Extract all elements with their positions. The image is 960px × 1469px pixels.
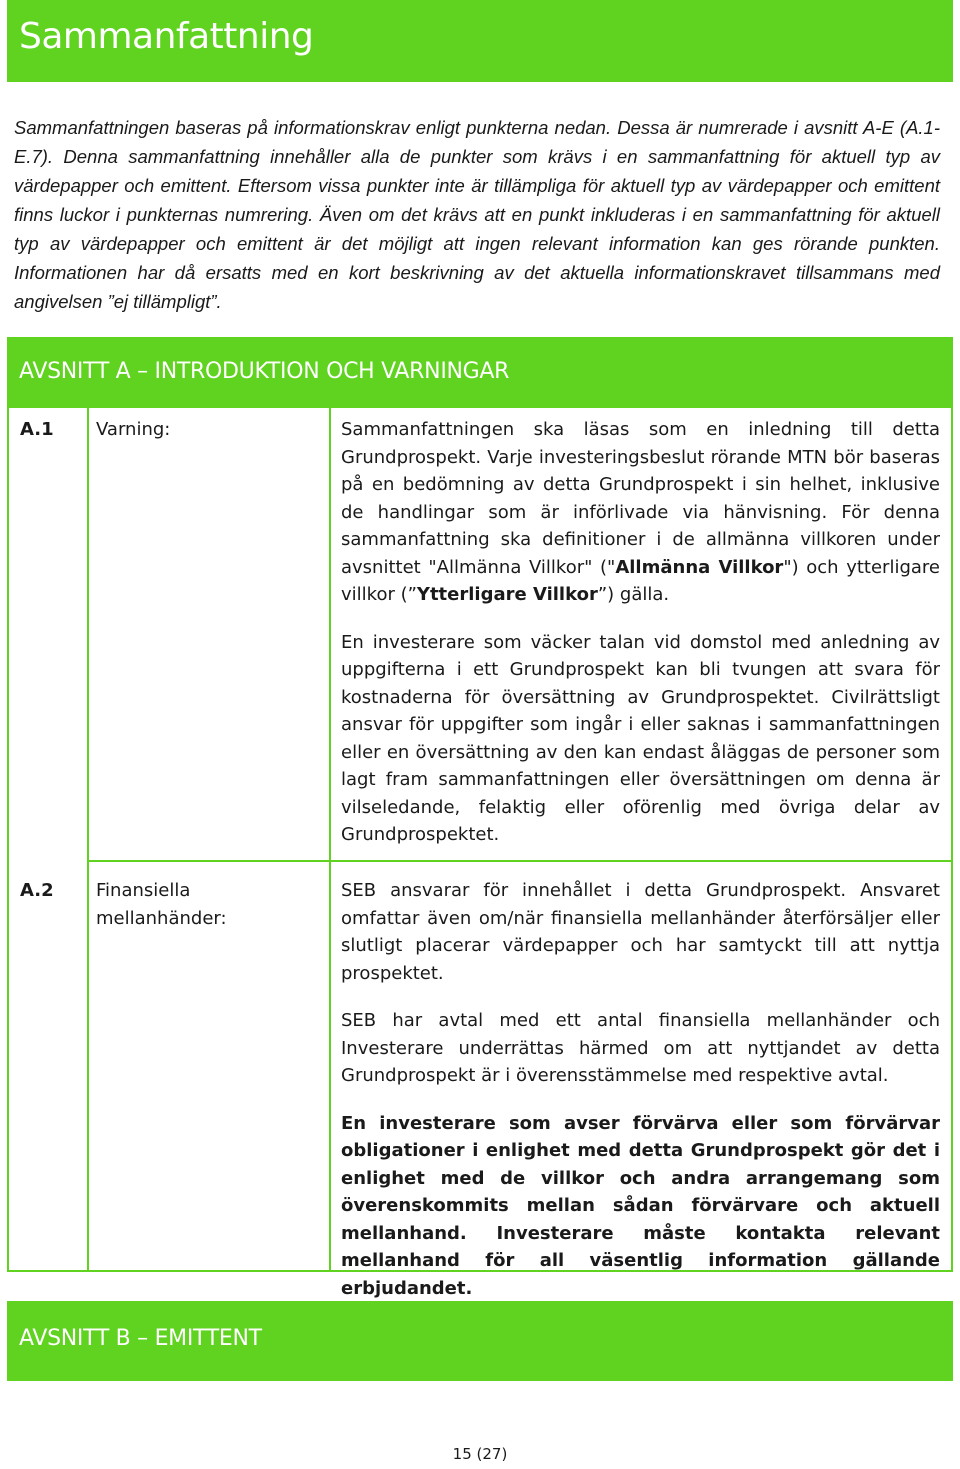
a1-paragraph-1: Sammanfattningen ska läsas som en inledning till detta Grundprospekt. Varje investeringsbeslut rörande MTN bör baseras på en bedömning av detta Grundprospekt i sin helhet, inklusive de handlingar som är införlivade via hänvisning. För denna sammanfattning ska definitioner i de allmänna villkoren under avsnittet "Allmänna Villkor" ("Allmänna Villkor") och ytterligare villkor (”Ytterligare Villkor”) gälla. [341, 419, 940, 605]
a2-paragraph-1: SEB ansvarar för innehållet i detta Grundprospekt. Ansvaret omfattar även om/när finansiella mellanhänder återförsäljer eller slutligt placerar värdepapper och har samtyckt till att nyttja prospektet. [341, 880, 940, 984]
section-a-heading: AVSNITT A – INTRODUKTION OCH VARNINGAR [19, 359, 510, 384]
column-divider [87, 408, 89, 1270]
intro-paragraph: Sammanfattningen baseras på informationskrav enligt punkterna nedan. Dessa är numrerade i avsnitt A-E (A.1-E.7). Denna sammanfattning innehåller alla de punkter som krävs i en sammanfattning för aktuell typ av värdepapper och emittent. Eftersom vissa punkter inte är tillämpliga för aktuell typ av värdepapper och emittent finns luckor i punkternas numrering. Även om det krävs att en punkt inkluderas i en sammanfattning för aktuell typ av värdepapper och emittent är det möjligt att ingen relevant information kan ges rörande punkten. Informationen har då ersatts med en kort beskrivning av det aktuella informationskravet tillsammans med angivelsen ”ej tillämpligt”. [14, 117, 940, 312]
page-number: 15 (27) [452, 1445, 508, 1463]
row-body-a2 [341, 877, 940, 1322]
row-label-a1: Varning: [96, 419, 171, 440]
section-a-banner [7, 337, 953, 408]
a2-paragraph-3: En investerare som avser förvärva eller som förvärvar obligationer i enlighet med detta Grundprospekt gör det i enlighet med de villkor och andra arrangemang som överenskommits mellan sådan förvärvare och aktuell mellanhand. Investerare måste kontakta relevant mellanhand för all väsentlig information gällande erbjudandet. [341, 1112, 940, 1299]
page-title: Sammanfattning [19, 16, 314, 57]
row-number-a1: A.1 [20, 419, 54, 440]
row-label-a2: Finansiella mellanhänder: [96, 880, 227, 929]
section-b-heading: AVSNITT B – EMITTENT [19, 1326, 262, 1351]
section-b-banner [7, 1301, 953, 1381]
a1-paragraph-2: En investerare som väcker talan vid domstol med anledning av uppgifterna i ett Grundprospekt kan bli tvungen att svara för kostnaderna för översättning av Grundprospektet. Civilrättsligt ansvar för uppgifter som ingår i eller saknas i sammanfattningen eller en översättning av den kan endast åläggas de personer som lagt fram sammanfattningen eller översättningen om denna är vilseledande, felaktig eller oförenlig med övriga delar av Grundprospektet. [341, 631, 940, 845]
a2-paragraph-2: SEB har avtal med ett antal finansiella mellanhänder och Investerare underrättas härmed om att nyttjandet av detta Grundprospekt är i överensstämmelse med respektive avtal. [341, 1010, 940, 1086]
column-divider [329, 408, 331, 1270]
row-number-a2: A.2 [20, 880, 54, 901]
title-banner [7, 0, 953, 82]
row-body-a1 [341, 416, 940, 869]
